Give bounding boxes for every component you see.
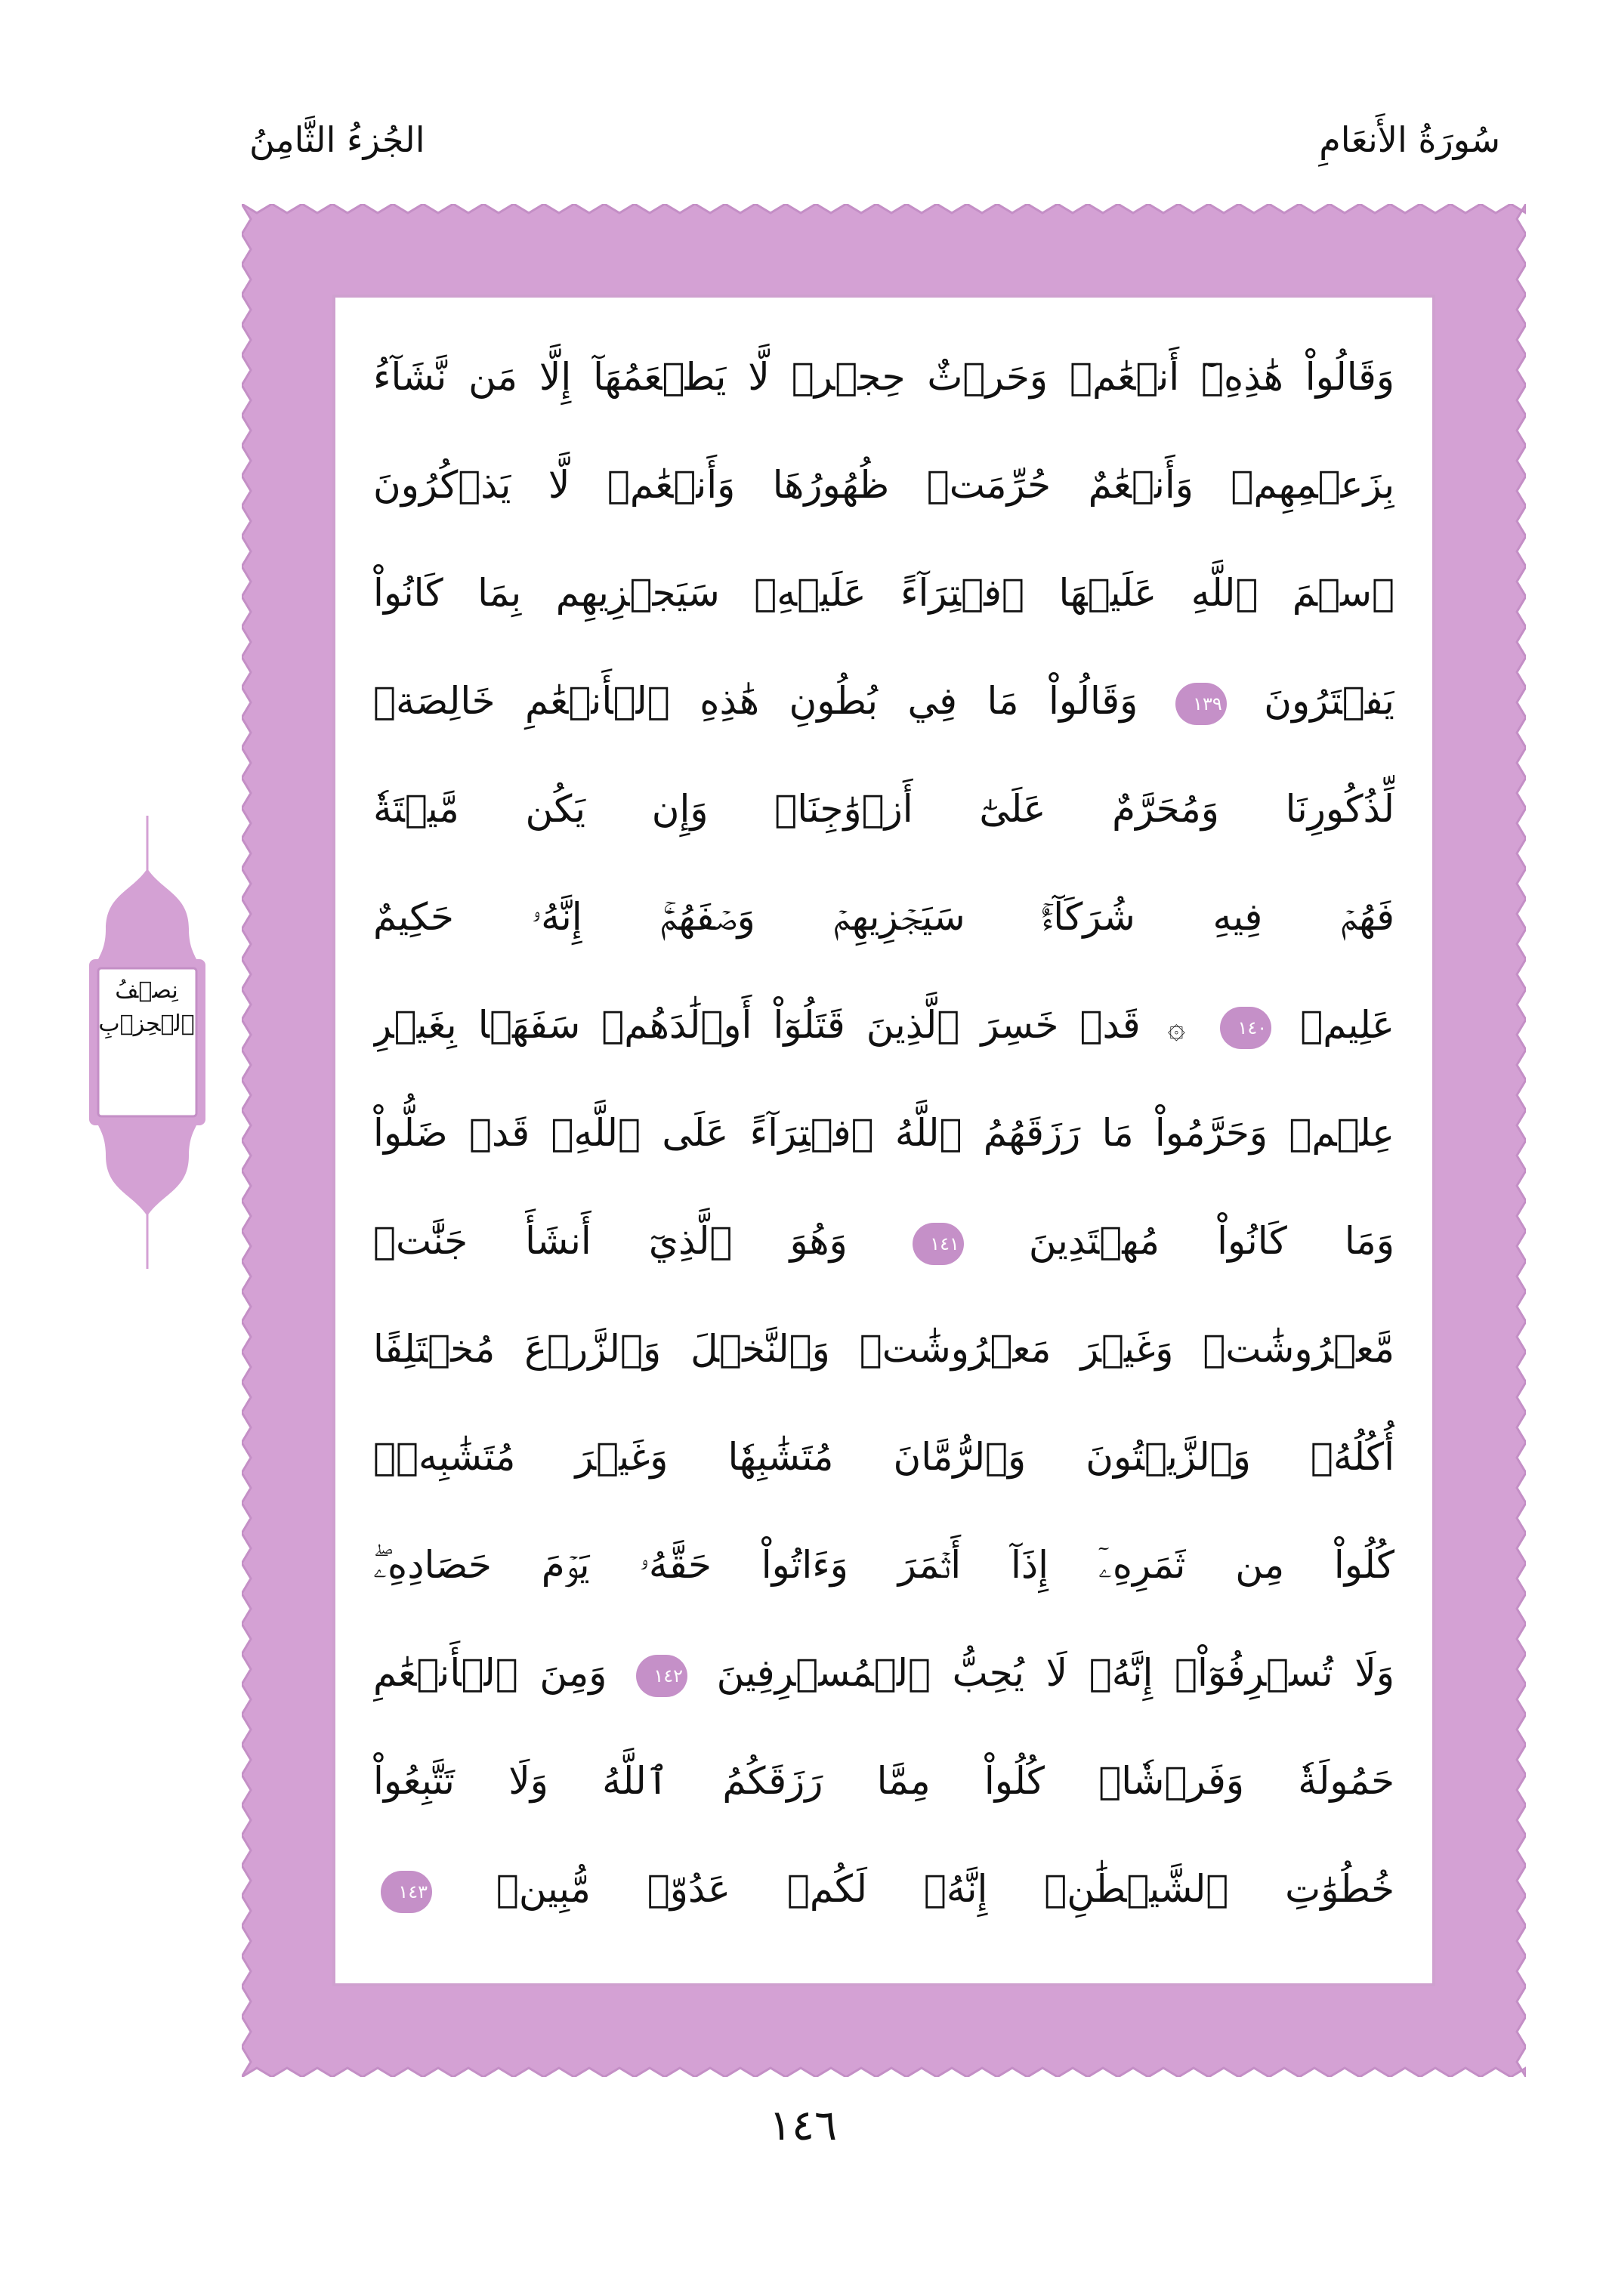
quran-line-segment: وَمَا كَانُواْ مُهۡتَدِينَ [1028,1219,1394,1263]
quran-line-segment: وَمِنَ ٱلۡأَنۡعَٰمِ [373,1651,607,1695]
quran-line: عِلۡمٖ وَحَرَّمُواْ مَا رَزَقَهُمُ ٱللَّهُ ٱفۡتِرَآءً عَلَى ٱللَّهِۚ قَدۡ ضَلُّواْ [373,1111,1394,1155]
text-panel [332,295,1435,1986]
quran-line: بِزَعۡمِهِمۡ وَأَنۡعَٰمٌ حُرِّمَتۡ ظُهُورُهَا وَأَنۡعَٰمٞ لَّا يَذۡكُرُونَ [373,463,1394,507]
quran-line-segment: وَقَالُواْ مَا فِي بُطُونِ هَٰذِهِ ٱلۡأَنۡعَٰمِ خَالِصَةٞ [373,679,1138,723]
surah-name-header: سُورَةُ الأَنعَامِ [1319,119,1500,160]
ayah-number-marker: ١٤٢ [636,1655,687,1697]
quran-line-segment: وَلَا تُسۡرِفُوٓاْۚ إِنَّهُۥ لَا يُحِبُّ ٱلۡمُسۡرِفِينَ [716,1651,1394,1695]
quran-line: لِّذُكُورِنَا وَمُحَرَّمٌ عَلَىٰٓ أَزۡوَٰجِنَاۖ وَإِن يَكُن مَّيۡتَةٗ [373,787,1394,831]
quran-line: مَّعۡرُوشَٰتٖ وَغَيۡرَ مَعۡرُوشَٰتٖ وَٱلنَّخۡلَ وَٱلزَّرۡعَ مُخۡتَلِفًا [373,1327,1394,1371]
quran-line: وَقَالُواْ هَٰذِهِۦٓ أَنۡعَٰمٞ وَحَرۡثٌ حِجۡرٞ لَّا يَطۡعَمُهَآ إِلَّا مَن نَّشَآءُ [373,355,1394,399]
juz-name-header: الجُزءُ الثَّامِنُ [249,119,425,160]
quran-line-segment: يَفۡتَرُونَ [1264,679,1394,723]
quran-line-segment: عَلِيمٞ [1300,1003,1394,1047]
quran-line [373,976,1394,1074]
quran-line-segment: وَهُوَ ٱلَّذِيٓ أَنشَأَ جَنَّٰتٖ [373,1219,848,1263]
page-number: ١٤٦ [768,2101,838,2150]
quran-line [373,652,1394,750]
hizb-label-line: ٱلۡحِزۡبِ [98,1011,195,1037]
quran-line-segment: خُطُوَٰتِ ٱلشَّيۡطَٰنِۚ إِنَّهُۥ لَكُمۡ عَدُوّٞ مُّبِينٞ [496,1867,1394,1911]
quran-line: حَمُولَةٗ وَفَرۡشٗاۚ كُلُواْ مِمَّا رَزَقَكُمُ ٱللَّهُ وَلَا تَتَّبِعُواْ [373,1759,1394,1803]
hizb-ornament-icon [68,816,227,1269]
quran-line [373,1840,1394,1938]
quran-line: أُكُلُهُۥ وَٱلزَّيۡتُونَ وَٱلرُّمَّانَ مُتَشَٰبِهٗا وَغَيۡرَ مُتَشَٰبِهٖۚ [373,1435,1394,1479]
quran-line: ٱسۡمَ ٱللَّهِ عَلَيۡهَا ٱفۡتِرَآءً عَلَيۡهِۚ سَيَجۡزِيهِم بِمَا كَانُواْ [373,571,1394,615]
ayah-number-marker: ١٤١ [913,1223,964,1265]
quran-line-segment: قَدۡ خَسِرَ ٱلَّذِينَ قَتَلُوٓاْ أَوۡلَٰدَهُمۡ سَفَهَۢا بِغَيۡرِ [373,1003,1141,1047]
quran-line: كُلُواْ مِن ثَمَرِهِۦٓ إِذَآ أَثۡمَرَ وَءَاتُواْ حَقَّهُۥ يَوۡمَ حَصَادِهِۦۖ [373,1543,1394,1587]
hizb-label-line: نِصۡفُ [115,977,178,1004]
ayah-number-marker: ١٤٣ [381,1871,432,1913]
hizb-label [94,974,199,1041]
quran-line: فَهُمۡ فِيهِ شُرَكَآءُۚ سَيَجۡزِيهِمۡ وَصۡفَهُمۡۚ إِنَّهُۥ حَكِيمٌ [373,895,1394,939]
ayah-number-marker: ١٤٠ [1220,1007,1271,1049]
quran-line [373,1624,1394,1722]
ayah-number-marker: ١٣٩ [1175,683,1227,725]
hizb-star-icon: ۞ [1167,1011,1186,1045]
quran-line [373,1192,1394,1290]
